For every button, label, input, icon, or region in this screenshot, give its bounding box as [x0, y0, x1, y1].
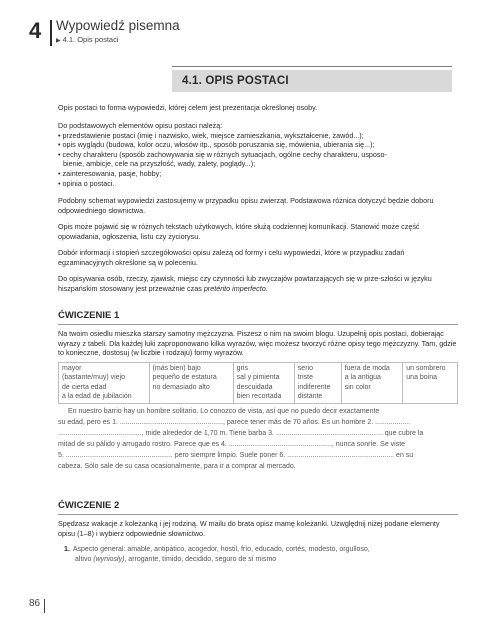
- section-title-rule: [172, 66, 452, 67]
- elements-list-head: Do podstawowych elementów opisu postaci należą:: [58, 121, 223, 130]
- story-line: ..........................................., mide alrededor de 1,70 m. Tiene barba 3. ....................................................... que cubre la: [58, 430, 424, 437]
- fill-in-story: [58, 406, 458, 472]
- intro-paragraph-5: [58, 248, 458, 267]
- intro-p5-text: Dobór informacji i stopień szczegółowości opisu zależą od formy i celu wypowiedzi, które w przypadku zadań egzaminacyjnych określone są w poleceniu.: [58, 248, 405, 267]
- list-item: • opinia o postaci.: [58, 178, 115, 188]
- story-line: mitad de su pálido y arrugado rostro. Parece que es 4. ....................................................., nunca sonríe. Se viste: [58, 441, 406, 448]
- list-item: • przedstawienie postaci (imię i nazwisko, wiek, miejsce zamieszkania, wykształcenie, zawód...);: [58, 130, 364, 140]
- chapter-title: Wypowiedź pisemna: [56, 18, 180, 33]
- item-line-1: Aspecto general: amable, antipático, acogedor, hostil, frío, educado, cortés, modesto, orgulloso,: [72, 546, 370, 553]
- word-table: [58, 362, 458, 404]
- exercise-2-rule: [58, 514, 458, 515]
- exercise-2-instruction-text: Spędzasz wakacje z koleżanką i jej rodziną. W mailu do brata opisz mamę koleżanki. Uzwględnij niżej podane elementy opisu (1–8) i wybierz odpowiednie słownictwo.: [58, 519, 440, 538]
- intro-paragraph-3: [58, 196, 458, 215]
- table-cell: gris sal y pimienta descuidada bien recortada: [233, 363, 294, 404]
- table-cell: (más bien) bajo pequeño de estatura no demasiado alto: [149, 363, 233, 404]
- chapter-subtitle: [56, 35, 119, 44]
- story-line: su edad, pero es 1. ....................................................., parece tener más de 70 años. Es un hombre 2. ..................: [58, 419, 411, 426]
- exercise-1-instruction: [58, 329, 458, 358]
- exercise-2-title: ĆWICZENIE 2: [58, 500, 120, 511]
- exercise-2-item-1: [64, 545, 456, 565]
- item-line-2-a: altivo: [75, 556, 94, 563]
- intro-p6-text: [58, 274, 458, 293]
- section-title-box: [172, 70, 452, 92]
- exercise-2-instruction: [58, 519, 458, 538]
- chapter-number: 4: [29, 18, 42, 43]
- exercise-1-instruction-text: Na twoim osiedlu mieszka starszy samotny mężczyzna. Piszesz o nim na swoim blogu. Uzupełnij opis postaci, dobierając wyrazy z tabeli. Dla każdej luki zaproponowano kilka wyrazów, więc możesz tworzyć różne opisy tego mężczyzny. Tam, gdzie to konieczne, dostosuj (w liczbie i rodzaju) formy wyrazów.: [58, 329, 457, 358]
- intro-p6-a: Do opisywania osób, rzeczy, zjawisk, miejsc czy czynności lub zwyczajów powtarzających się w prze-szłości w języku hiszpańskim stosowany jest przeważnie czas: [58, 274, 432, 293]
- table-cell: un sombrero una boina: [403, 363, 458, 404]
- list-item: bienie, ambicje, cele na przyszłość, wady, zalety, poglądy...);: [63, 159, 256, 169]
- intro-p6-b: .: [265, 283, 268, 293]
- intro-paragraph-6: [58, 274, 458, 293]
- intro-p1-text: Opis postaci to forma wypowiedzi, której celem jest prezentacja określonej osoby.: [58, 103, 318, 112]
- intro-p6-em: pretérito imperfecto: [203, 283, 266, 293]
- chapter-subtitle-text: 4.1. Opis postaci: [62, 35, 119, 44]
- item-number: 1.: [64, 546, 70, 553]
- triangle-icon: ▶: [56, 38, 61, 44]
- exercise-1-rule: [58, 324, 458, 325]
- page-number: 86: [29, 598, 41, 609]
- list-item: • cechy charakteru (sposób zachowywania się w różnych sytuacjach, ogólne cechy charakteru, usposo-: [58, 149, 387, 159]
- page-number-divider: [44, 599, 45, 613]
- table-row: [59, 363, 458, 404]
- story-line: En nuestro barrio hay un hombre solitario. Lo conozco de vista, así que no puedo decir exactamente: [68, 408, 380, 415]
- intro-paragraph-1: [58, 103, 458, 113]
- list-item: • opis wyglądu (budowa, kolor oczu, włosów itp., sposób poruszania się, mówienia, ubierania się...);: [58, 140, 375, 150]
- story-line: cabeza. Sólo sale de su casa ocasionalmente, para ir a comprar al mercado.: [58, 463, 296, 470]
- list-item: • zainteresowania, pasje, hobby;: [58, 168, 162, 178]
- table-cell: mayor (bastante/muy) viejo de cierta edad a la edad de jubilación: [59, 363, 150, 404]
- table-cell: fuera de moda a la antigua sin color: [341, 363, 403, 404]
- elements-list: [58, 121, 458, 188]
- intro-paragraph-4: [58, 222, 458, 241]
- chapter-divider: [50, 20, 52, 46]
- intro-p4-text: Opis może pojawić się w różnych tekstach użytkowych, które służą codziennej komunikacji. Stanowić może część opowiadania, ogłoszenia, listu czy życiorysu.: [58, 222, 420, 241]
- exercise-1-title: ĆWICZENIE 1: [58, 310, 120, 321]
- intro-p3-text: Podobny schemat wypowiedzi zastosujemy w przypadku opisu zwierząt. Podstawowa różnica dotyczyć będzie doboru odpowiedniego słownictwa.: [58, 196, 434, 215]
- item-line-2-em: (wyniosły): [93, 556, 125, 563]
- table-cell: serio triste indiferente distante: [294, 363, 341, 404]
- story-line: 5. ....................................................... pero siempre limpio. Suele poner 6. ....................................................... en su: [58, 452, 414, 459]
- section-title: 4.1. OPIS POSTACI: [182, 75, 289, 87]
- list-item: [64, 555, 456, 565]
- item-line-2-b: , arrogante, tímido, decidido, seguro de sí mismo: [124, 556, 277, 563]
- list-item: [64, 545, 456, 555]
